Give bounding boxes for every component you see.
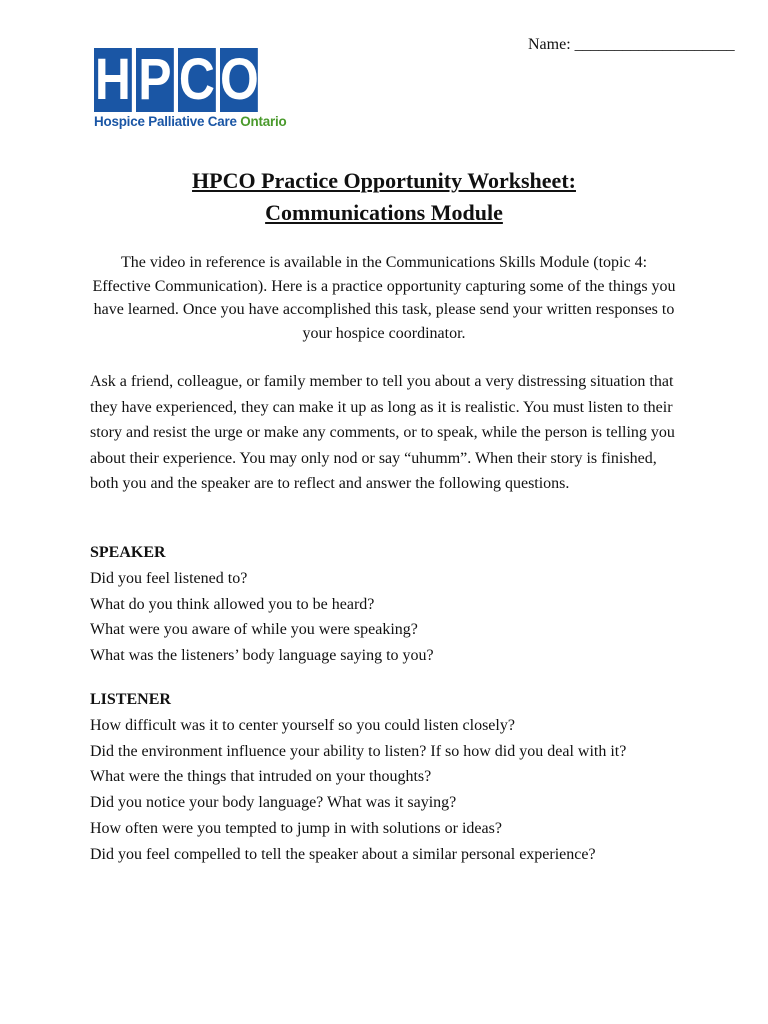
speaker-heading: SPEAKER bbox=[90, 544, 166, 561]
listener-question: What were the things that intruded on your thoughts? bbox=[90, 768, 432, 786]
page-title bbox=[0, 165, 768, 229]
logo-letter-h: H bbox=[94, 47, 131, 112]
speaker-question: What were you aware of while you were speaking? bbox=[90, 621, 418, 639]
listener-question: How difficult was it to center yourself so you could listen closely? bbox=[90, 716, 515, 734]
speaker-section bbox=[90, 540, 680, 669]
listener-question: Did the environment influence your ability to listen? If so how did you deal with it? bbox=[90, 742, 627, 760]
listener-section bbox=[90, 687, 680, 868]
intro-paragraph: The video in reference is available in the Communications Skills Module (topic 4: Effective Communication). Here is a practice opportunity capturing some of the things you have learned. Once you have accomplished this task, please send your written responses to your hospice coordinator. bbox=[92, 254, 676, 343]
logo-tagline bbox=[94, 114, 287, 129]
listener-question: Did you notice your body language? What was it saying? bbox=[90, 794, 457, 812]
logo-letter-c: C bbox=[178, 47, 215, 112]
logo-letter-p: P bbox=[136, 48, 174, 112]
hpco-logo bbox=[94, 47, 287, 129]
listener-question: How often were you tempted to jump in with solutions or ideas? bbox=[90, 819, 502, 837]
logo-letter-o: O bbox=[220, 47, 259, 112]
listener-heading: LISTENER bbox=[90, 691, 171, 708]
logo-tagline-ontario: Ontario bbox=[240, 114, 287, 129]
instructions-paragraph: Ask a friend, colleague, or family member to tell you about a very distressing situation that they have experienced, they can make it up as long as it is realistic. You must listen to their story and resist the urge or make any comments, or to speak, while the person is telling you about their experience. You may only nod or say “uhumm”. When their story is finished, both you and the speaker are to reflect and answer the following questions. bbox=[90, 373, 675, 493]
speaker-question: What do you think allowed you to be heard? bbox=[90, 595, 375, 613]
logo-letters bbox=[94, 48, 276, 112]
speaker-question: Did you feel listened to? bbox=[90, 569, 248, 587]
listener-question: Did you feel compelled to tell the speaker about a similar personal experience? bbox=[90, 845, 596, 863]
logo-tagline-main: Hospice Palliative Care bbox=[94, 114, 241, 129]
name-field-label: Name: ____________________ bbox=[528, 36, 735, 53]
page-title-line-1: HPCO Practice Opportunity Worksheet: bbox=[192, 168, 576, 193]
page-title-line-2: Communications Module bbox=[265, 200, 503, 225]
speaker-question: What was the listeners’ body language saying to you? bbox=[90, 647, 434, 665]
